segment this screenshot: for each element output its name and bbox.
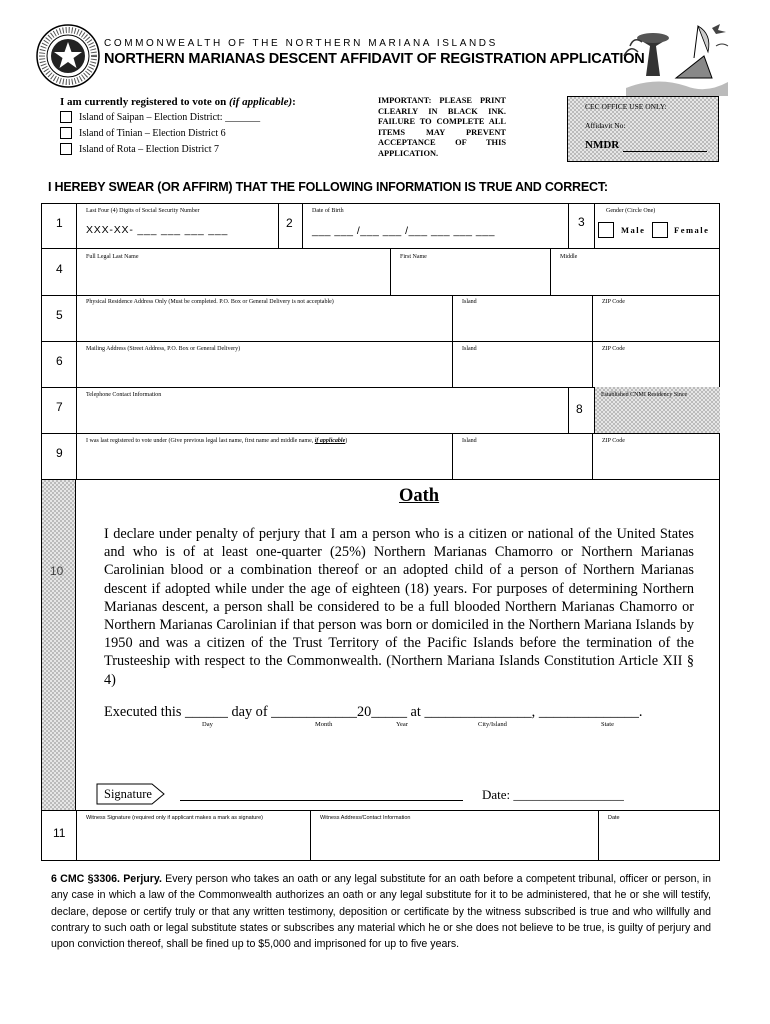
middle-label: Middle (560, 254, 578, 260)
last-registered-close: ) (345, 438, 348, 444)
divider (310, 810, 311, 861)
registration-heading-note: (if applicable) (228, 96, 293, 108)
ssn-input[interactable]: XXX-XX- ___ ___ ___ ___ (86, 224, 229, 236)
zip-label: ZIP Code (602, 438, 625, 444)
field-number-7: 7 (56, 400, 63, 414)
latte-stone-logo (616, 16, 732, 98)
zip-label: ZIP Code (602, 346, 625, 352)
affidavit-no: Affidavit No: (585, 121, 626, 130)
field-number-8: 8 (576, 402, 583, 416)
nmdr-label: NMDR (585, 139, 620, 151)
field-number-5: 5 (56, 308, 63, 322)
mailing-label: Mailing Address (Street Address, P.O. Box or General Delivery) (86, 346, 241, 352)
signature-label: Signature (104, 787, 152, 801)
option-rota: Island of Rota – Election District 7 (79, 144, 219, 155)
registration-heading-colon: : (292, 96, 296, 108)
checkbox-female[interactable] (652, 222, 668, 238)
dob-label: Date of Birth (312, 208, 344, 214)
perjury-statute (51, 871, 711, 952)
label-year: Year (396, 721, 408, 728)
option-tinian: Island of Tinian – Election District 6 (79, 128, 226, 139)
female-label: Female (674, 225, 710, 235)
dob-input[interactable]: ___ ___ /___ ___ /___ ___ ___ ___ (312, 225, 495, 237)
ssn-label: Last Four (4) Digits of Social Security Number (86, 208, 200, 214)
field-number-4: 4 (56, 262, 63, 276)
label-state: State (601, 721, 614, 728)
divider (594, 203, 595, 248)
commonwealth-line: COMMONWEALTH OF THE NORTHERN MARIANA ISLANDS (104, 38, 498, 49)
checkbox-saipan[interactable] (60, 111, 72, 123)
divider (278, 203, 279, 248)
island-label: Island (462, 299, 477, 305)
page-title: NORTHERN MARIANAS DESCENT AFFIDAVIT OF REGISTRATION APPLICATION (104, 51, 645, 67)
checkbox-tinian[interactable] (60, 127, 72, 139)
oath-side-column (42, 480, 76, 810)
last-registered-label (86, 438, 347, 444)
row-rule (41, 295, 720, 296)
divider (452, 433, 453, 479)
island-label: Island (462, 438, 477, 444)
option-saipan: Island of Saipan – Election District: _______ (79, 112, 261, 123)
divider (390, 248, 391, 295)
commonwealth-seal (36, 24, 100, 88)
field-number-2: 2 (286, 216, 293, 230)
number-column-divider-lower (76, 810, 77, 861)
divider (592, 433, 593, 479)
label-month: Month (315, 721, 333, 728)
field-number-9: 9 (56, 446, 63, 460)
registration-heading (60, 96, 296, 108)
witness-signature-label: Witness Signature (required only if applicant makes a mark as signature) (86, 815, 263, 821)
divider (598, 810, 599, 861)
registration-heading-text: I am currently registered to vote on (60, 96, 227, 108)
checkbox-rota[interactable] (60, 143, 72, 155)
divider (568, 387, 569, 433)
last-registered-note: if applicable (314, 438, 346, 444)
residency-since-label: Established CNMI Residency Since (601, 392, 688, 398)
row-rule (41, 479, 720, 480)
field-number-1: 1 (56, 216, 63, 230)
last-registered-text: I was last registered to vote under (Give previous legal last name, first name and middle name, (86, 438, 314, 444)
field-number-6: 6 (56, 354, 63, 368)
residence-label: Physical Residence Address Only (Must be completed. P.O. Box or General Delivery is not acceptable) (86, 299, 334, 305)
gender-label: Gender (Circle One) (606, 208, 656, 214)
office-use-title: CEC OFFICE USE ONLY: (585, 102, 667, 111)
field-number-11: 11 (53, 826, 66, 840)
row-rule (41, 248, 720, 249)
divider (592, 295, 593, 341)
row-rule (41, 433, 720, 434)
row-rule (41, 810, 720, 811)
witness-date-label: Date (608, 815, 620, 821)
row-rule (41, 341, 720, 342)
field-number-10: 10 (50, 564, 64, 578)
perjury-statute-title: 6 CMC §3306. Perjury. (51, 873, 162, 885)
important-notice: IMPORTANT: PLEASE PRINT CLEARLY IN BLACK INK. FAILURE TO COMPLETE ALL ITEMS MAY PREVENT ACCEPTANCE OF THIS APPLICATION. (378, 96, 506, 158)
signature-date[interactable]: Date: _________________ (482, 787, 624, 802)
label-day: Day (202, 721, 213, 728)
divider (568, 203, 569, 248)
first-name-label: First Name (400, 254, 427, 260)
oath-title: Oath (399, 486, 440, 506)
office-use-box (567, 96, 719, 162)
residency-since-box (594, 387, 720, 433)
divider (452, 341, 453, 387)
island-label: Island (462, 346, 477, 352)
oath-text: I declare under penalty of perjury that I am a person who is a citizen or national of the United States and who is of at least one-quarter (25%) Northern Marianas Chamorro or Northern Marianas Carolinian blood or a combination thereof or an adopted child of a person of Northern Marianas descent if adopted while under the age of eighteen (18) years. For purposes of determining Northern Marianas descent, a person shall be considered to be a full blooded Northern Marianas Chamorro or Northern Marianas Carolinian if that person was born or domiciled in the Northern Mariana Islands by 1950 and was a citizen of the Trust Territory of the Pacific Islands before the termination of the Trusteeship with respect to the Commonwealth. (Northern Mariana Islands Constitution Article XII § 4) (104, 526, 694, 688)
label-city: City/Island (478, 721, 507, 728)
zip-label: ZIP Code (602, 299, 625, 305)
telephone-label: Telephone Contact Information (86, 392, 162, 398)
signature-line[interactable] (180, 800, 463, 801)
perjury-statute-text: Every person who takes an oath or any legal substitute for an oath before a competent tribunal, officer or person, in any case in which a law of the Commonwealth authorizes an oath or any legal substitute for it to be administered, that he or she will testify, declare, depose or certify truly or that any written testimony, deposition or certificate by the witness subscribed is true and who willfully and contrary to such oath or legal substitute states or subscribes any material which he or she does not believe to be true, is guilty of perjury and upon conviction thereof, shall be fined up to $5,000 and imprisoned for up to five years. (51, 873, 711, 951)
divider (452, 295, 453, 341)
swear-statement: I HEREBY SWEAR (OR AFFIRM) THAT THE FOLLOWING INFORMATION IS TRUE AND CORRECT: (48, 180, 608, 194)
field-number-3: 3 (578, 215, 585, 229)
checkbox-male[interactable] (598, 222, 614, 238)
witness-address-label: Witness Address/Contact Information (320, 815, 411, 821)
divider (302, 203, 303, 248)
divider (592, 341, 593, 387)
divider (550, 248, 551, 295)
executed-line[interactable]: Executed this ______ day of ____________20_____ at _______________, ______________. (104, 704, 643, 720)
nmdr-line (623, 151, 707, 152)
male-label: Male (621, 225, 646, 235)
last-name-label: Full Legal Last Name (86, 254, 139, 260)
